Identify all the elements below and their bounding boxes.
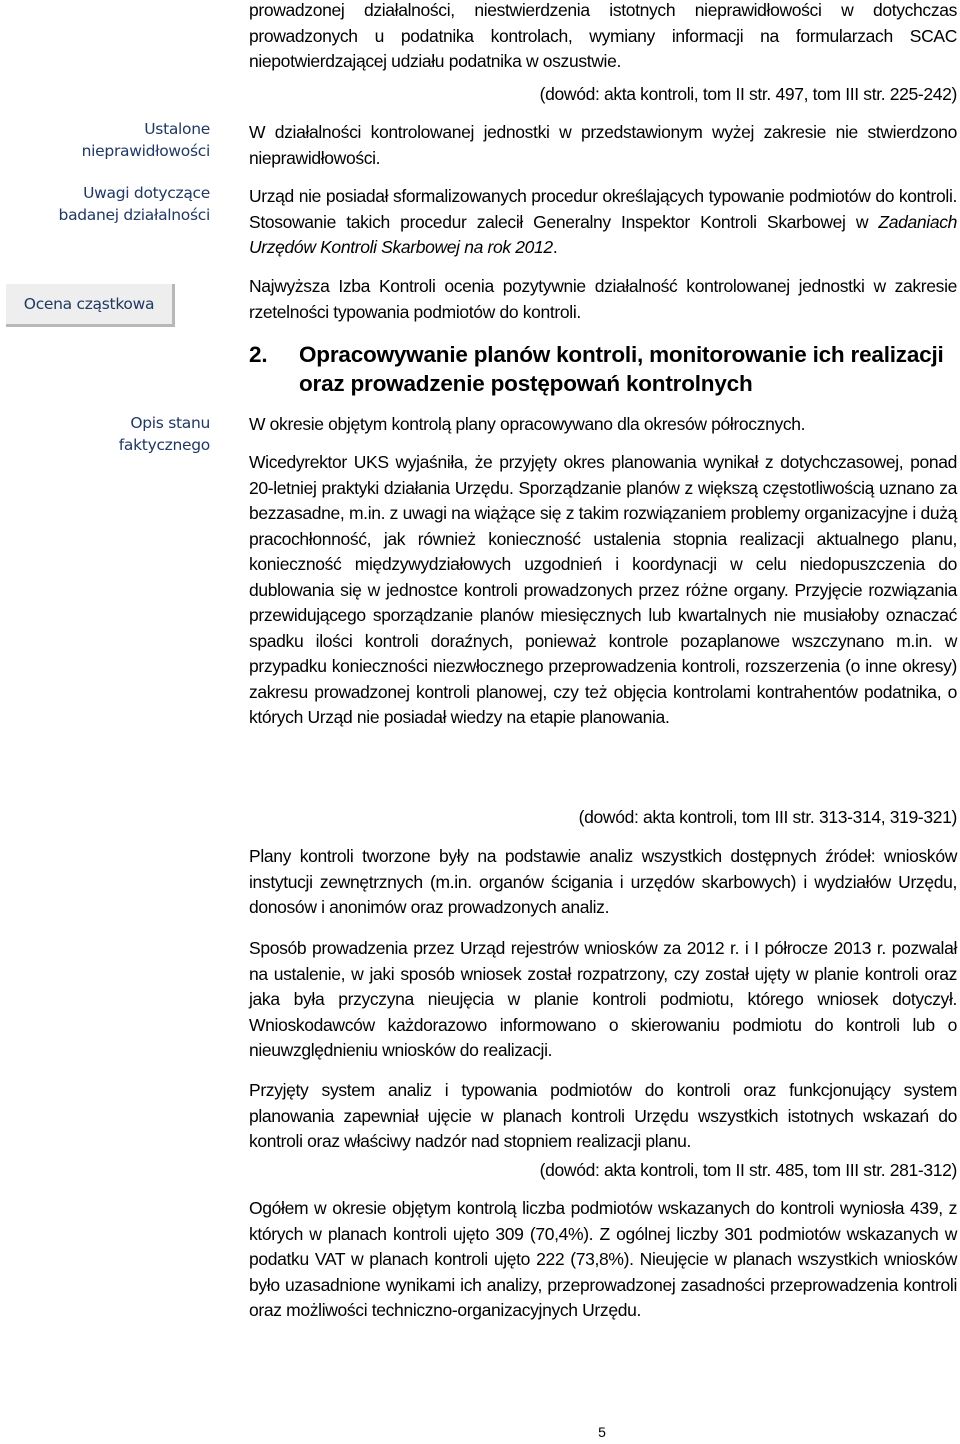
evidence-note-3: (dowód: akta kontroli, tom II str. 485, tom III str. 281-312) — [539, 1160, 957, 1180]
no-irregularities-paragraph: W działalności kontrolowanej jednostki w przedstawionym wyżej zakresie nie stwierdzono nieprawidłowości. — [249, 122, 957, 168]
margin-box-partial-assessment: Ocena cząstkowa — [6, 284, 175, 327]
margin-note-found-irregularities: Ustalone nieprawidłowości — [81, 120, 210, 160]
register-paragraph: Sposób prowadzenia przez Urząd rejestrów wniosków za 2012 r. i I półrocze 2013 r. pozwalał na ustalenie, w jaki sposób wniosek został rozpatrzony, czy został ujęty w planie kontroli oraz jaka była przyczyna nieujęcia w planie kontroli podmiotu, którego wniosek dotyczył. Wnioskodawców każdorazowo informowano o skierowaniu podmiotu do kontroli lub o nieuwzględnieniu wniosków do realizacji. — [249, 938, 957, 1060]
summary-paragraph: Ogółem w okresie objętym kontrolą liczba podmiotów wskazanych do kontroli wyniosła 439, z których w planach kontroli ujęto 309 (70,4%). Z ogólnej liczby 301 podmiotów wskazanych w podatku VAT w planach kontroli ujęto 222 (73,8%). Nieujęcie w planach wszystkich wniosków było uzasadnione wynikami ich analizy, przeprowadzonej zasadności przeprowadzenia kontroli oraz możliwości techniczno-organizacyjnych Urzędu. — [249, 1198, 957, 1320]
intro-paragraph: prowadzonej działalności, niestwierdzenia istotnych nieprawidłowości w dotychczas prowadzonych u podatnika kontrolach, wymiany informacji na formularzach SCAC niepotwierdzającej udziału podatnika w oszustwie. — [249, 0, 957, 71]
evidence-note-2: (dowód: akta kontroli, tom III str. 313-314, 319-321) — [578, 807, 957, 827]
procedures-text-b: . — [552, 237, 558, 257]
system-paragraph: Przyjęty system analiz i typowania podmiotów do kontroli oraz funkcjonujący system planowania zapewniał ujęcie w planach kontroli Urzędu wszystkich istotnych wskazań do kontroli oraz właściwy nadzór nad stopniem realizacji planu. — [249, 1080, 957, 1151]
page-number: 5 — [598, 1424, 606, 1440]
procedures-text-a: Urząd nie posiadał sformalizowanych procedur określających typowanie podmiotów do kontroli. Stosowanie takich procedur zalecił Generalny Inspektor Kontroli Skarbowej w — [249, 186, 957, 232]
procedures-italic-title: Zadaniach Urzędów Kontroli Skarbowej na rok 2012 — [249, 211, 957, 257]
evidence-note-1: (dowód: akta kontroli, tom II str. 497, tom III str. 225-242) — [539, 84, 957, 104]
procedures-paragraph — [249, 184, 957, 261]
margin-note-remarks: Uwagi dotyczące badanej działalności — [58, 184, 210, 224]
plans-semiannual-paragraph: W okresie objętym kontrolą plany opracowywano dla okresów półrocznych. — [249, 414, 806, 434]
margin-note-state-description: Opis stanu faktycznego — [118, 414, 210, 454]
section-number: 2. — [249, 342, 268, 367]
deputy-director-paragraph: Wicedyrektor UKS wyjaśniła, że przyjęty okres planowania wynikał z dotychczasowej, ponad 20-letniej praktyki działania Urzędu. Sporządzanie planów z większą częstotliwością uznano za bezzasadne, m.in. z uwagi na wiążące się z takim rozwiązaniem problemy organizacyjne i dużą pracochłonność, jak również konieczność ustalenia stopnia realizacji aktualnego planu, konieczność międzywydziałowych uzgodnień i koordynacji w celu niedopuszczenia do dublowania się w jednostce kontroli prowadzonych przez różne organy. Przyjęcie rozwiązania przewidującego sporządzanie planów miesięcznych lub kwartalnych nie musiałoby oznaczać spadku ilości kontroli doraźnych, ponieważ kontrole pozaplanowe wszczynano m.in. w przypadku konieczności niezwłocznego przeprowadzenia kontroli, rozszerzenia (o inne okresy) zakresu prowadzonej kontroli planowej, czy też objęcia kontrolami kontrahentów podatnika, o których Urząd nie posiadał wiedzy na etapie planowania. — [249, 452, 957, 727]
section-title: Opracowywanie planów kontroli, monitorowanie ich realizacji oraz prowadzenie postępowań kontrolnych — [299, 342, 944, 396]
plans-sources-paragraph: Plany kontroli tworzone były na podstawie analiz wszystkich dostępnych źródeł: wniosków instytucji zewnętrznych (m.in. organów ścigania i urzędów skarbowych) i wydziałów Urzędu, donosów i anonimów oraz prowadzonych analiz. — [249, 846, 957, 917]
assessment-paragraph: Najwyższa Izba Kontroli ocenia pozytywnie działalność kontrolowanej jednostki w zakresie rzetelności typowania podmiotów do kontroli. — [249, 276, 957, 322]
